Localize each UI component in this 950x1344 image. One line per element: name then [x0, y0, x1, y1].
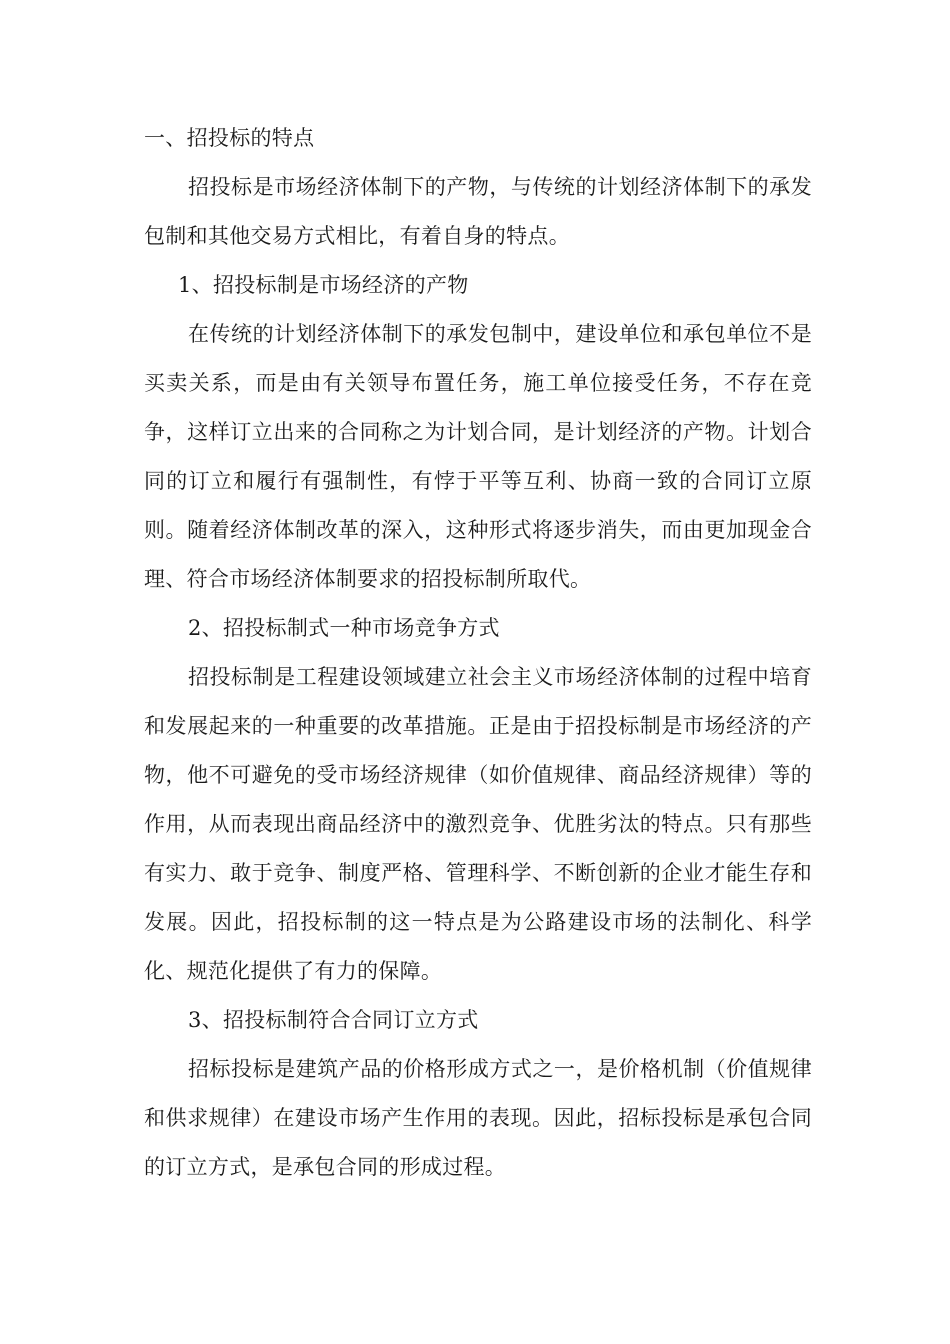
subsection-body-2: 招投标制是工程建设领域建立社会主义市场经济体制的过程中培育和发展起来的一种重要的改革措施。正是由于招投标制是市场经济的产物，他不可避免的受市场经济规律（如价值规律、商品经济规律）等的作用，从而表现出商品经济中的激烈竞争、优胜劣汰的特点。只有那些有实力、敢于竞争、制度严格、管理科学、不断创新的企业才能生存和发展。因此，招投标制的这一特点是为公路建设市场的法制化、科学化、规范化提供了有力的保障。: [144, 665, 812, 983]
subsection-title-3: 3、招投标制符合合同订立方式: [188, 1008, 479, 1032]
document-body: [144, 114, 812, 1192]
subsection-title-1: 1、招投标制是市场经济的产物: [178, 273, 469, 297]
subsection-body-3: 招标投标是建筑产品的价格形成方式之一，是价格机制（价值规律和供求规律）在建设市场产生作用的表现。因此，招标投标是承包合同的订立方式，是承包合同的形成过程。: [144, 1057, 812, 1179]
intro-paragraph: 招投标是市场经济体制下的产物，与传统的计划经济体制下的承发包制和其他交易方式相比，有着自身的特点。: [144, 175, 812, 248]
section-heading: 一、招投标的特点: [144, 126, 315, 150]
subsection-title-2: 2、招投标制式一种市场竞争方式: [188, 616, 500, 640]
subsection-body-1: 在传统的计划经济体制下的承发包制中，建设单位和承包单位不是买卖关系，而是由有关领导布置任务，施工单位接受任务，不存在竞争，这样订立出来的合同称之为计划合同，是计划经济的产物。计划合同的订立和履行有强制性，有悖于平等互利、协商一致的合同订立原则。随着经济体制改革的深入，这种形式将逐步消失，而由更加现金合理、符合市场经济体制要求的招投标制所取代。: [144, 322, 812, 591]
